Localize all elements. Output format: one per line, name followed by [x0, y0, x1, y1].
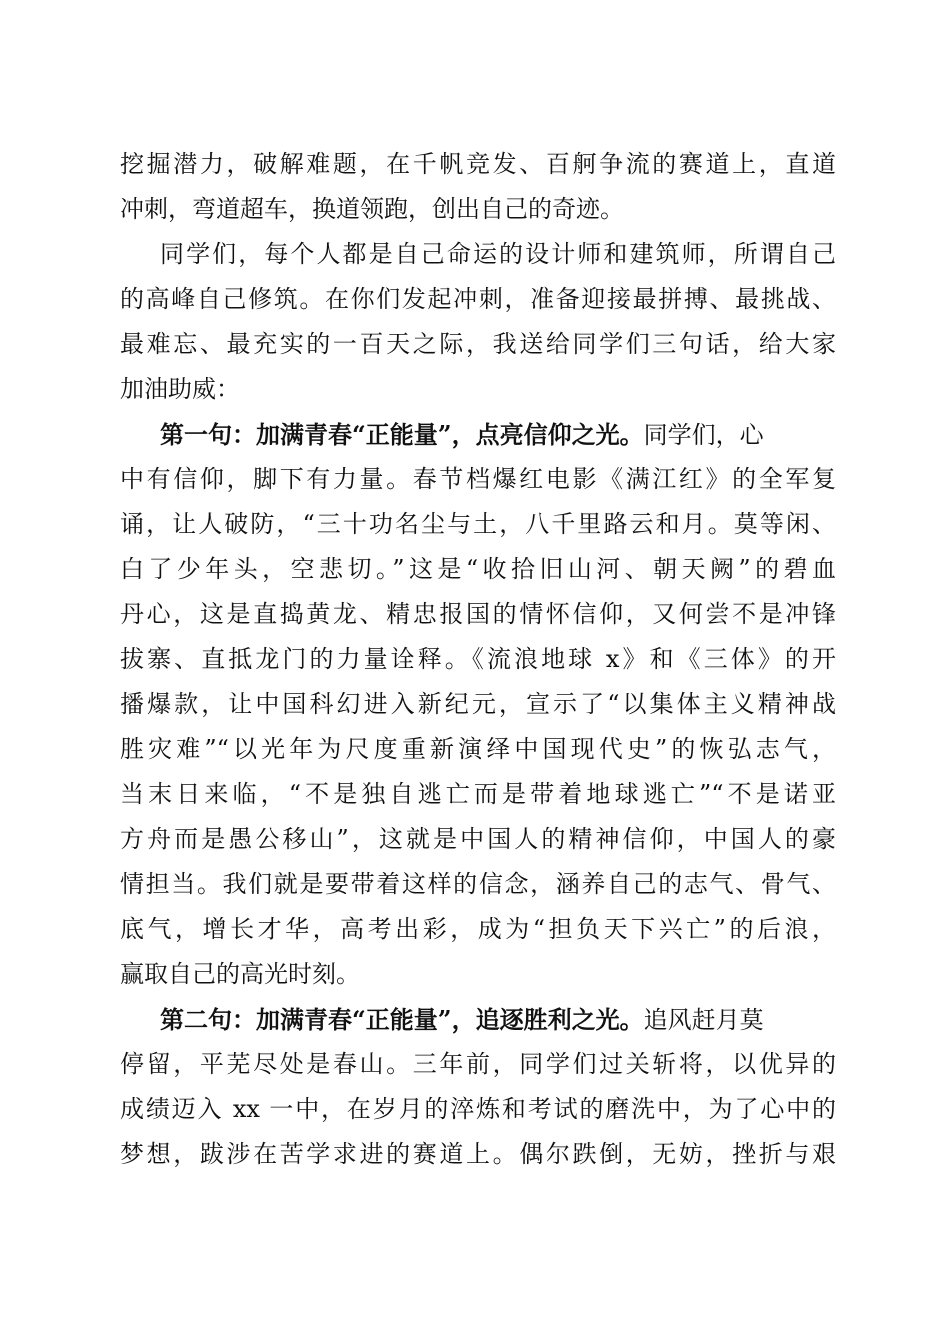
- paragraph-line: 挖掘潜力，破解难题，在千帆竞发、百舸争流的赛道上，直道: [120, 150, 836, 178]
- section-heading-first: 第一句：加满青春“正能量”，点亮信仰之光。: [160, 420, 644, 449]
- paragraph-line: [120, 997, 836, 1042]
- paragraph-line: 停留，平芜尽处是春山。三年前，同学们过关斩将，以优异的: [120, 1050, 836, 1078]
- paragraph-line-tail: 追风赶月莫: [643, 1006, 764, 1034]
- paragraph-line: 诵，让人破防，“三十功名尘与土，八千里路云和月。莫等闲、: [120, 510, 836, 538]
- paragraph-line: 丹心，这是直捣黄龙、精忠报国的情怀信仰，又何尝不是冲锋: [120, 600, 836, 628]
- paragraph-line: 加油助威：: [120, 375, 240, 403]
- paragraph-line: 成绩迈入 xx 一中，在岁月的淬炼和考试的磨洗中，为了心中的: [120, 1095, 836, 1123]
- paragraph-line: 的高峰自己修筑。在你们发起冲刺，准备迎接最拼搏、最挑战、: [120, 285, 836, 313]
- paragraph-line: 冲刺，弯道超车，换道领跑，创出自己的奇迹。: [120, 195, 624, 223]
- paragraph-line: 播爆款，让中国科幻进入新纪元，宣示了“以集体主义精神战: [120, 690, 836, 718]
- section-heading-second: 第二句：加满青春“正能量”，追逐胜利之光。: [160, 1005, 644, 1034]
- paragraph-line: 胜灾难”“以光年为尺度重新演绎中国现代史”的恢弘志气，: [120, 735, 836, 763]
- paragraph-line: 同学们，每个人都是自己命运的设计师和建筑师，所谓自己: [160, 240, 836, 268]
- paragraph-line-tail: 同学们，心: [643, 421, 764, 449]
- paragraph-line: 白了少年头，空悲切。”这是“收拾旧山河、朝天阙”的碧血: [120, 555, 836, 583]
- paragraph-line: 当末日来临，“不是独自逃亡而是带着地球逃亡”“不是诺亚: [120, 780, 836, 808]
- paragraph-line: 底气，增长才华，高考出彩，成为“担负天下兴亡”的后浪，: [120, 915, 836, 943]
- paragraph-line: 方舟而是愚公移山”，这就是中国人的精神信仰，中国人的豪: [120, 825, 836, 853]
- document-body: [120, 142, 836, 1177]
- paragraph-line: [120, 412, 836, 457]
- paragraph-line: 情担当。我们就是要带着这样的信念，涵养自己的志气、骨气、: [120, 870, 836, 898]
- paragraph-line: 赢取自己的高光时刻。: [120, 960, 360, 988]
- paragraph-line: 拔寨、直抵龙门的力量诠释。《流浪地球 x》和《三体》的开: [120, 645, 836, 673]
- paragraph-line: 梦想，跋涉在苦学求进的赛道上。偶尔跌倒，无妨，挫折与艰: [120, 1140, 836, 1168]
- paragraph-line: 最难忘、最充实的一百天之际，我送给同学们三句话，给大家: [120, 330, 836, 358]
- paragraph-line: 中有信仰，脚下有力量。春节档爆红电影《满江红》的全军复: [120, 465, 836, 493]
